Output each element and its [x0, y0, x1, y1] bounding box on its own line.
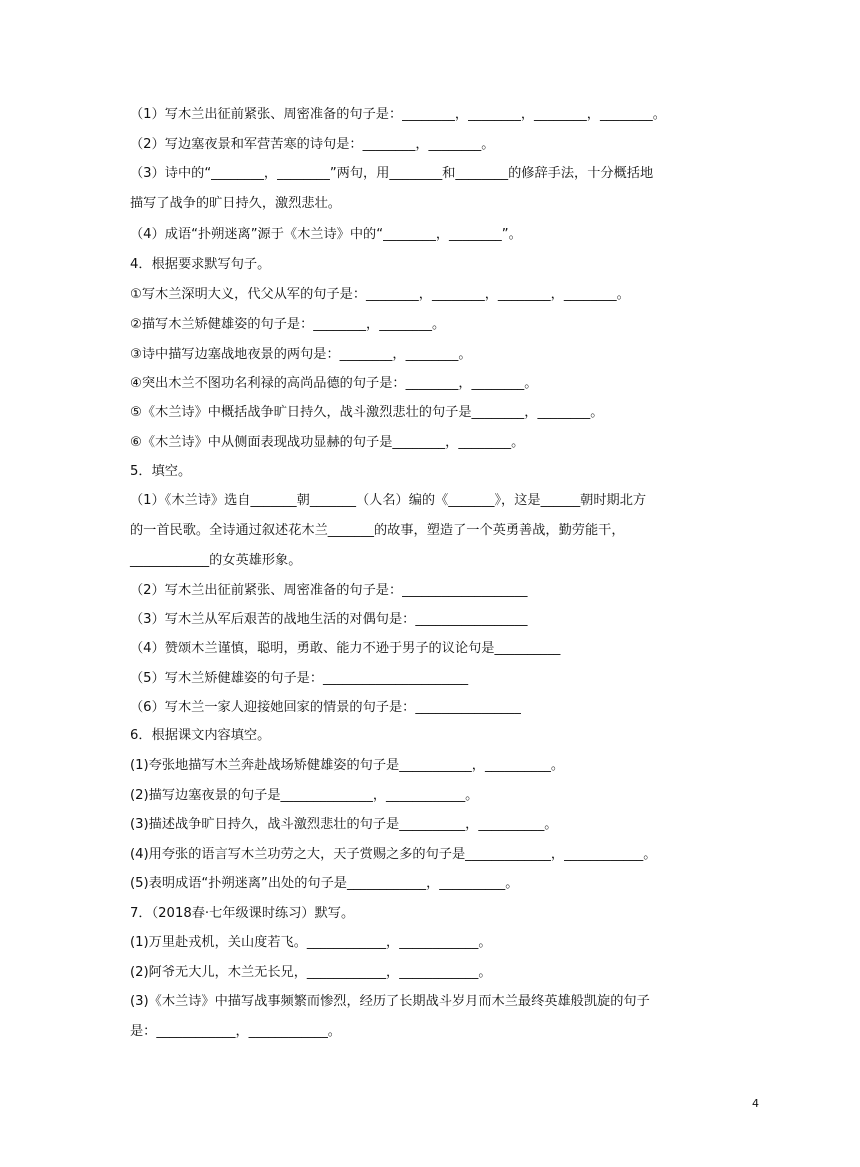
text-line: （1）写木兰出征前紧张、周密准备的句子是：________，________，________，________。: [130, 107, 666, 122]
text-line: （6）写木兰一家人迎接她回家的情景的句子是：________________: [130, 700, 521, 715]
text-line: （2）写木兰出征前紧张、周密准备的句子是：___________________: [130, 583, 528, 598]
page-number: 4: [752, 1097, 759, 1110]
text-line: (3)《木兰诗》中描写战事频繁而惨烈，经历了长期战斗岁月而木兰最终英雄般凯旋的句子: [130, 994, 650, 1009]
text-line: 描写了战争的旷日持久，激烈悲壮。: [130, 196, 341, 211]
text-line: ④突出木兰不图功名利禄的高尚品德的句子是：________，________。: [130, 376, 538, 391]
text-line: (4)用夸张的语言写木兰功劳之大，天子赏赐之多的句子是_____________，____________。: [130, 847, 657, 862]
text-line: （2）写边塞夜景和军营苦寒的诗句是：________，________。: [130, 137, 495, 152]
text-line: (2)描写边塞夜景的句子是______________，____________。: [130, 788, 479, 803]
question-heading: 4．根据要求默写句子。: [130, 257, 271, 272]
text-line: （1）《木兰诗》选自_______朝_______（人名）编的《_______》，这是______朝时期北方: [130, 493, 647, 508]
text-line: (3)描述战争旷日持久，战斗激烈悲壮的句子是__________，__________。: [130, 817, 558, 832]
text-line: ⑥《木兰诗》中从侧面表现战功显赫的句子是________，________。: [130, 435, 525, 450]
text-line: （5）写木兰矫健雄姿的句子是：______________________: [130, 671, 469, 686]
text-line: ____________的女英雄形象。: [130, 553, 302, 568]
text-line: ①写木兰深明大义，代父从军的句子是：________，________，________，________。: [130, 287, 630, 302]
text-line: ②描写木兰矫健雄姿的句子是：________，________。: [130, 317, 446, 332]
text-line: （3）写木兰从军后艰苦的战地生活的对偶句是：_________________: [130, 612, 528, 627]
text-line: （4）赞颂木兰谨慎，聪明，勇敢、能力不逊于男子的议论句是__________: [130, 641, 561, 656]
text-line: (1)夸张地描写木兰奔赴战场矫健雄姿的句子是___________，__________。: [130, 758, 565, 773]
text-line: 的一首民歌。全诗通过叙述花木兰_______的故事，塑造了一个英勇善战，勤劳能干，: [130, 523, 625, 538]
question-heading: 6．根据课文内容填空。: [130, 728, 271, 743]
question-heading: 7．（2018春·七年级课时练习）默写。: [130, 906, 355, 921]
question-heading: 5．填空。: [130, 464, 192, 479]
text-line: （4）成语“扑朔迷离”源于《木兰诗》中的“________，________”。: [130, 227, 522, 242]
text-line: 是：____________，____________。: [130, 1024, 341, 1039]
text-line: ③诗中描写边塞战地夜景的两句是：________，________。: [130, 347, 472, 362]
text-line: (1)万里赴戎机，关山度若飞。____________，____________。: [130, 935, 492, 950]
text-line: (2)阿爷无大儿，木兰无长兄，____________，____________。: [130, 965, 492, 980]
text-line: （3）诗中的“________，________”两句，用________和________的修辞手法，十分概括地: [130, 166, 654, 181]
text-line: ⑤《木兰诗》中概括战争旷日持久，战斗激烈悲壮的句子是________，________。: [130, 405, 604, 420]
text-line: (5)表明成语“扑朔迷离”出处的句子是____________，__________。: [130, 876, 519, 891]
